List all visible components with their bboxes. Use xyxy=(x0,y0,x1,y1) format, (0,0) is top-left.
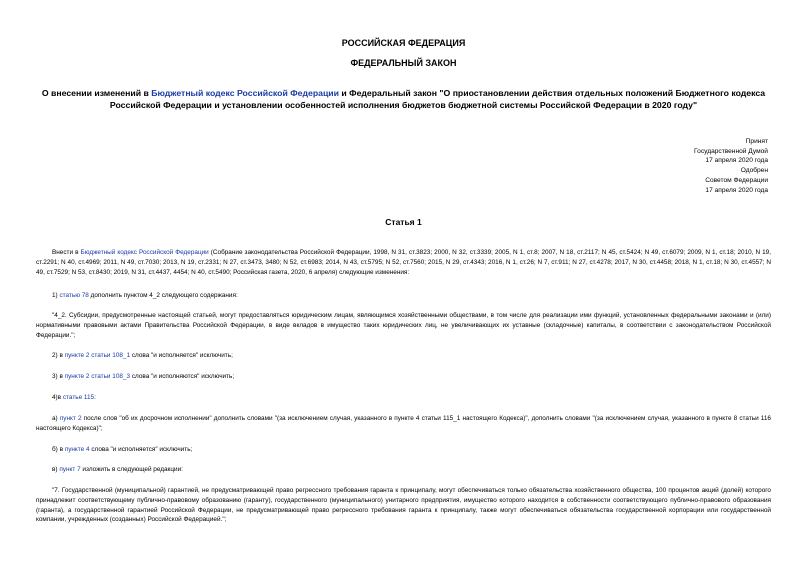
item-4c-paragraph xyxy=(36,465,771,475)
item-4a-paragraph xyxy=(36,414,771,434)
item-4-text-b: : xyxy=(94,394,96,401)
item-4-paragraph xyxy=(36,393,771,403)
budget-code-link[interactable]: Бюджетный кодекс Российской Федерации xyxy=(151,88,339,98)
point-7-text-paragraph: "7. Государственной (муниципальной) гарантией, не предусматривающей право регрессного требования гаранта к принципалу, могут обеспечиваться только обязательства хозяйственного общества, 100 процентов акций (долей) которого принадлежит соответствующему публично-правовому образованию (гаранту), государственного (муниципального) унитарного предприятия, имущество которого находится в собственности соответствующего публично-правового образования (гаранта), а государственной гарантией Российской Федерации, не предусматривающей право регрессного требования гаранта к принципалу, также могут обеспечиваться обязательства государственной корпорации или государственной компании, учрежденных (созданных) Российской Федерацией."; xyxy=(36,487,771,524)
point-2-link[interactable]: пункт 2 xyxy=(59,415,82,422)
adoption-block xyxy=(608,137,768,195)
law-title xyxy=(36,87,771,111)
article-115-link[interactable]: статье 115 xyxy=(62,394,95,401)
item-4a-text-b: после слов "об их досрочном исполнении" дополнить словами "(за исключением случая, указанного в пункте 4 статьи 115_1 настоящего Кодекса)", дополнить словами "(за исключением случая, указанного в пункте 8 статьи 116 настоящего Кодекса)"; xyxy=(36,415,771,432)
intro-text-a: Внести в xyxy=(52,249,81,256)
approved-label: Одобрен xyxy=(740,167,768,175)
title-text-1: О внесении изменений в xyxy=(41,88,152,98)
intro-paragraph xyxy=(36,248,771,277)
item-3-text-b: слова "и исполняются" исключить; xyxy=(130,373,235,380)
council-label: Советом Федерации xyxy=(705,176,768,184)
article-108-3-link[interactable]: пункте 2 статьи 108_3 xyxy=(64,373,131,380)
item-4-2-paragraph: "4_2. Субсидии, предусмотренные настоящей статьей, могут предоставляться юридическим лицам, являющимся хозяйственными обществами, в том числе для реализации ими функций, установленных федеральными законами и (или) нормативными правовыми актами Правительства Российской Федерации, в виде вкладов в имущество таких юридических лиц, не увеличивающих их уставные (складочные) капиталы, в соответствии с законодательством Российской Федерации."; xyxy=(36,312,771,339)
article-heading: Статья 1 xyxy=(385,217,422,227)
accepted-label: Принят xyxy=(745,138,768,145)
intro-text-b: (Собрание законодательства Российской Федерации, 1998, N 31, ст.3823; 2000, N 32, ст.3339; 2005, N 1, ст.8; 2007, N 18, ст.2117; N 45, ст.5424; N 49, ст.6079; 2009, N 1, ст.18; 2010, N 19, ст.2291; N 40, ст.4969; 2011, N 49, ст.7030; 2013, N 19, ст.2331; N 27, ст.3473, 3480; N 52, ст.6983; 2014, N 43, ст.5795; N 52, ст.7560; 2015, N 29, ст.4343; 2016, N 1, ст.26; N 7, ст.911; N 27, ст.4278; 2017, N 30, ст.4458; 2018, N 1, ст.18; N 30, ст.4557; N 49, ст.7529; N 53, ст.8430; 2019, N 31, ст.4437, 4454; N 40, ст.5490; Российская газета, 2020, 6 апреля) следующие изменения: xyxy=(36,249,772,276)
item-2-paragraph xyxy=(36,351,771,361)
item-4a-text-a: а) xyxy=(52,415,60,422)
intro-code-link[interactable]: Бюджетный кодекс Российской Федерации xyxy=(80,249,209,256)
item-4b-text-b: слова "и исполняется" исключить; xyxy=(89,446,193,453)
item-2-text-b: слова "и исполняется" исключить; xyxy=(130,352,233,359)
duma-label: Государственной Думой xyxy=(694,147,768,155)
item-4c-text-b: изложить в следующей редакции: xyxy=(80,466,183,473)
title-text-2: и Федеральный закон "О приостановлении действия отдельных положений Бюджетного кодекса Российской Федерации и установлении особенностей исполнения бюджетов бюджетной системы Российской Федерации в 2020 году" xyxy=(109,88,766,110)
point-4-link[interactable]: пункте 4 xyxy=(64,446,90,453)
duma-date: 17 апреля 2020 года xyxy=(705,157,768,165)
item-3-text-a: 3) в xyxy=(52,373,65,380)
point-7-link[interactable]: пункт 7 xyxy=(59,466,81,473)
law-type-heading: ФЕДЕРАЛЬНЫЙ ЗАКОН xyxy=(350,58,457,68)
item-1-text-b: дополнить пунктом 4_2 следующего содержания: xyxy=(88,292,238,299)
item-2-text-a: 2) в xyxy=(52,352,65,359)
item-1-paragraph xyxy=(36,291,771,301)
item-4b-paragraph xyxy=(36,445,771,455)
item-4c-text-a: в) xyxy=(52,466,60,473)
country-heading: РОССИЙСКАЯ ФЕДЕРАЦИЯ xyxy=(341,38,466,48)
item-4-text-a: 4)в xyxy=(52,394,63,401)
article-78-link[interactable]: статью 78 xyxy=(59,292,89,299)
item-3-paragraph xyxy=(36,372,771,382)
article-108-1-link[interactable]: пункте 2 статьи 108_1 xyxy=(64,352,131,359)
item-1-text-a: 1) xyxy=(52,292,60,299)
item-4b-text-a: б) в xyxy=(52,446,65,453)
council-date: 17 апреля 2020 года xyxy=(705,186,768,194)
